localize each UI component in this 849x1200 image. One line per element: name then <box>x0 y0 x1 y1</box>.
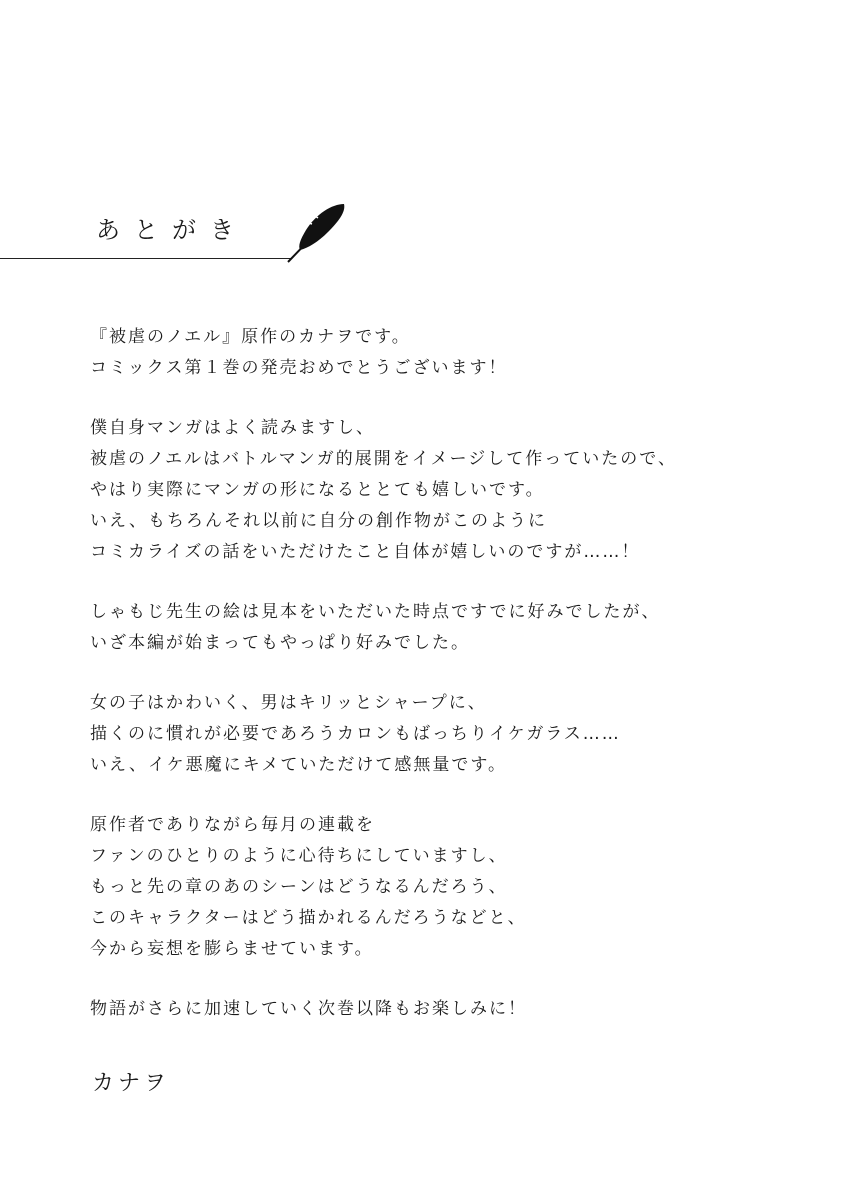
text-line: いざ本編が始まってもやっぱり好みでした。 <box>90 633 470 653</box>
paragraph <box>90 810 790 965</box>
text-line: 僕自身マンガはよく読みますし、 <box>90 418 375 438</box>
text-line: 原作者でありながら毎月の連載を <box>90 815 375 835</box>
paragraph <box>90 994 790 1025</box>
text-line: このキャラクターはどう描かれるんだろうなどと、 <box>90 908 527 928</box>
paragraph <box>90 597 790 659</box>
page-title: あとがき <box>96 216 248 244</box>
text-line: ファンのひとりのように心待ちにしていますし、 <box>90 846 508 866</box>
text-line: 『被虐のノエル』原作のカナヲです。 <box>90 327 411 347</box>
text-line: もっと先の章のあのシーンはどうなるんだろう、 <box>90 877 508 897</box>
text-line: コミックス第１巻の発売おめでとうございます！ <box>90 358 508 378</box>
title-underline <box>0 258 292 259</box>
text-line: いえ、イケ悪魔にキメていただけて感無量です。 <box>90 755 507 775</box>
paragraph <box>90 688 790 781</box>
text-line: 女の子はかわいく、男はキリッとシャープに、 <box>90 693 487 713</box>
text-line: しゃもじ先生の絵は見本をいただいた時点ですでに好みでしたが、 <box>90 602 661 622</box>
paragraph <box>90 413 790 568</box>
feather-quill-icon <box>282 200 352 264</box>
text-line: 物語がさらに加速していく次巻以降もお楽しみに！ <box>90 999 527 1019</box>
text-line: いえ、もちろんそれ以前に自分の創作物がこのように <box>90 511 548 531</box>
text-line: コミカライズの話をいただけたこと自体が嬉しいのですが……！ <box>90 542 641 562</box>
paragraph <box>90 322 790 384</box>
text-line: 描くのに慣れが必要であろうカロンもばっちりイケガラス…… <box>90 724 621 744</box>
author-signature: カナヲ <box>92 1071 171 1096</box>
text-line: やはり実際にマンガの形になるととても嬉しいです。 <box>90 480 545 500</box>
text-line: 被虐のノエルはバトルマンガ的展開をイメージして作っていたので、 <box>90 449 677 469</box>
text-line: 今から妄想を膨らませています。 <box>90 939 374 959</box>
afterword-body <box>90 322 790 1025</box>
